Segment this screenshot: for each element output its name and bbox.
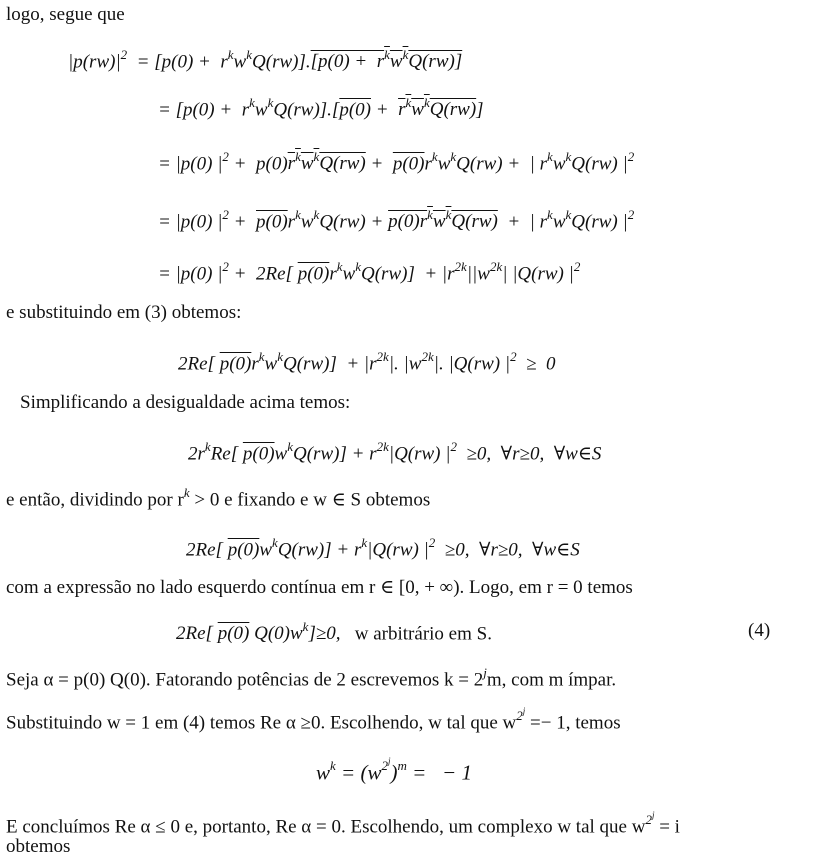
- paragraph-concluimos: E concluímos Re α ≤ 0 e, portanto, Re α = 0. Escolhendo, um complexo w tal que $w^{2^j} = i$: [6, 810, 680, 838]
- equation-number: (4): [748, 620, 771, 641]
- equation-line-3: = |p(0) $|^2 + p(0)r^kw^kQ(rw) + p(0)r^kw^kQ(rw)$ + | $r^kw^kQ(rw)$ $|^2$: [158, 149, 635, 175]
- equation-line-5: = |p(0) $|^2 + 2Re$[ $p(0)r^kw^kQ(rw)] + |r^{2k}||w^{2k}|$ |Q(rw) $|^2$: [158, 259, 581, 285]
- paragraph-seja: Seja α = p(0) Q(0). Fatorando potências de 2 escrevemos $k = 2^jm$, com m ímpar.: [6, 665, 617, 691]
- paragraph-simplificando: Simplificando a desigualdade acima temos:: [20, 392, 351, 413]
- equation-line-9: 2Re[ p(0) $Q(0)w^k]\ge 0$, w arbitrário em S.: [176, 619, 492, 645]
- paragraph-substituindo-w: Substituindo w = 1 em (4) temos Re α ≥0. Escolhendo, w tal que $w^{2^j} =- 1$, temos: [6, 706, 621, 734]
- paragraph-dividindo: e então, dividindo por $r^k > 0$ e fixando e w ∈ S obtemos: [6, 485, 431, 511]
- paragraph-substituindo: e substituindo em (3) obtemos:: [6, 302, 242, 323]
- equation-line-1: $|p(rw)|^2 = [p(0) + r^kw^kQ(rw)].[p(0) + r^kw^kQ(rw)]$: [68, 47, 463, 73]
- paragraph-expressao: com a expressão no lado esquerdo contínua em r ∈ [0, + ∞). Logo, em r = 0 temos: [6, 577, 633, 598]
- equation-line-4: = |p(0) $|^2 + p(0)r^kw^kQ(rw) + p(0)r^kw^kQ(rw)$ + | $r^kw^kQ(rw)$ $|^2$: [158, 207, 635, 233]
- equation-line-7: $2r^kRe$[ $p(0)w^kQ(rw)] + r^{2k}|Q(rw)$ $|^2 \ge 0$, ∀r≥0, ∀w∈S: [188, 439, 602, 465]
- equation-line-2: = $[p(0) + r^kw^kQ(rw)].[p(0) + r^kw^kQ(rw)]$: [158, 95, 484, 121]
- equation-line-6: 2Re[ $p(0)r^kw^kQ(rw)] + |r^{2k}|$. $|w^{2k}|$. |Q(rw) $|^2 \ge 0$: [178, 349, 556, 375]
- paragraph-logo: logo, segue que: [6, 4, 125, 25]
- equation-line-10: $w^k = (w^{2^j})^m$ = − 1: [316, 756, 472, 785]
- equation-line-8: 2Re[ $p(0)w^kQ(rw)] + r^k|Q(rw)$ $|^2 \ge 0$, ∀r≥0, ∀w∈S: [186, 535, 580, 561]
- paragraph-obtemos: obtemos: [6, 836, 71, 857]
